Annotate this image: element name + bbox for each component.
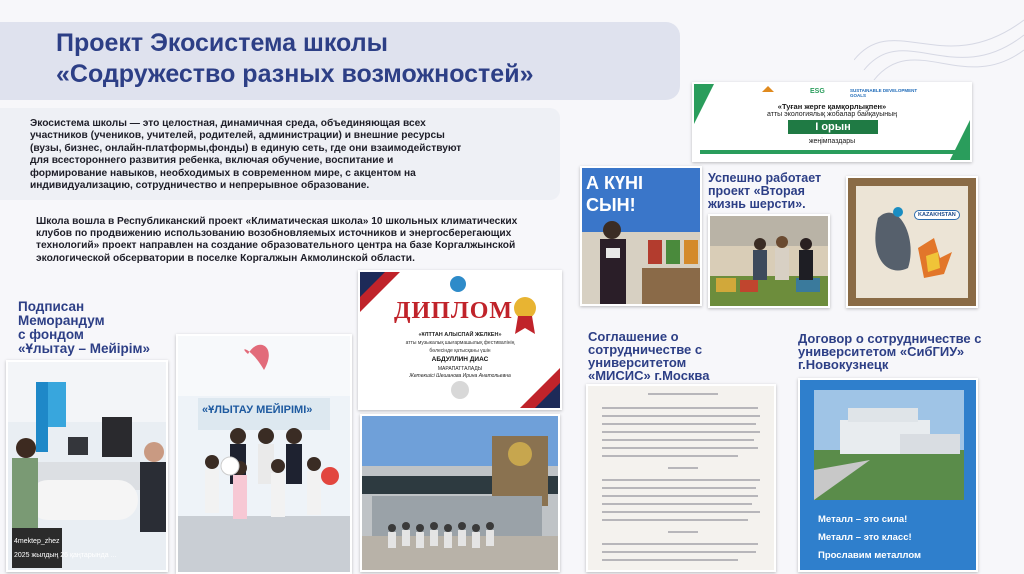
diploma-festival: атты музыкалық шығармашылық фестивалінің <box>405 340 515 346</box>
intro-line: Экосистема школы — это целостная, динамичная среда, объединяющая всех <box>30 118 426 129</box>
photo-date: 2025 жылдың 26 қаңтарында ... <box>14 552 117 559</box>
misis-line: сотрудничестве с <box>588 342 703 357</box>
ulytau-event-photo <box>176 334 352 574</box>
wool-project-heading <box>708 172 821 211</box>
misis-heading <box>588 330 709 382</box>
climate-line: технологий» проект направлен на создание образовательного центра на базе Коргалжынской <box>36 240 516 252</box>
sibgiu-heading <box>798 332 982 371</box>
eco-stand-photo <box>580 166 702 306</box>
felt-artwork-photo <box>846 176 978 308</box>
sibgiu-line: Договор о сотрудничестве с <box>798 331 982 346</box>
intro-line: (вузы, бизнес, онлайн-платформы,фонды) в единую сеть, где они взаимодействуют <box>30 142 462 154</box>
sibgiu-line: университетом «СибГИУ» <box>798 344 965 359</box>
climate-line: экологической обсерватории в поселке Коргалжын Акмолинской области. <box>36 252 415 264</box>
observatory-group-photo <box>360 414 560 572</box>
climate-line: Школа вошла в Республиканский проект «Климатическая школа» 10 школьных климатических <box>36 216 518 227</box>
misis-line: «МИСИС» г.Москва <box>588 368 710 383</box>
memorandum-line: с фондом <box>18 327 84 342</box>
intro-line: участников (учеников, учителей, родителей, администрации) и внешние ресурсы <box>30 130 445 142</box>
memorandum-line: «Ұлытау – Мейірім» <box>18 341 151 356</box>
intro-paragraph <box>30 118 461 192</box>
memorandum-signing-photo <box>6 360 168 572</box>
certificate-line-2: атты экологиялық жобалар байқауының <box>767 111 897 118</box>
instagram-handle: 4mektep_zhez <box>14 538 60 545</box>
climate-paragraph <box>36 216 517 265</box>
diploma-heading: ДИПЛОМ <box>394 298 514 324</box>
misis-agreement-document <box>586 384 776 572</box>
ulytau-banner-text: «ҰЛЫТАУ МЕЙІРІМІ» <box>202 404 313 416</box>
climate-line: клубов по продвижению использованию возобновляемых источников и энергосберегающих <box>36 228 512 240</box>
diploma-teacher: Жетекшісі Шешанова Ирина Анатольевна <box>409 373 511 379</box>
wool-line: Успешно работает <box>708 171 822 185</box>
diploma-image <box>358 270 562 410</box>
steel-slogan-2: Металл – это класс! <box>818 532 912 543</box>
esg-logo: ESG <box>810 88 825 95</box>
steel-slogan-1: Металл – это сила! <box>818 514 908 525</box>
memorandum-line: Подписан <box>18 299 85 314</box>
eco-competition-certificate <box>692 82 972 162</box>
intro-line: для всестороннего развития ребенка, включая обучение, воспитание и <box>30 155 394 167</box>
certificate-line-1: «Туған жерге қамқорлықпен» <box>777 102 887 111</box>
title-line-1: Проект Экосистема школы <box>56 29 388 57</box>
certificate-place: I орын <box>788 120 878 134</box>
wool-line: жизнь шерсти». <box>708 197 806 211</box>
diploma-award: МАРАПАТТАЛАДЫ <box>437 366 483 372</box>
title-line-2: «Содружество разных возможностей» <box>56 60 534 88</box>
misis-line: Соглашение о <box>588 329 679 344</box>
sibgiu-line: г.Новокузнецк <box>798 357 889 372</box>
steel-slogan-3: Прославим металлом <box>818 550 922 561</box>
wool-line: проект «Вторая <box>708 184 805 198</box>
misis-line: университетом <box>588 355 687 370</box>
intro-line: индивидуализацию, сотрудничество и непрерывное образование. <box>30 180 370 192</box>
stand-banner-text: А КҮНІ СЫН! <box>586 173 643 215</box>
sdg-logo: SUSTAINABLE DEVELOPMENT GOALS <box>850 88 918 98</box>
intro-line: формирование навыков, необходимых в современном мире, с акцентом на <box>30 167 416 179</box>
decorative-swirl <box>854 0 1024 90</box>
wool-fair-photo <box>708 214 830 308</box>
diploma-org: «ҰЛТТАН АЛЫСПАЙ ЖЕЛКЕН» <box>418 332 502 338</box>
diploma-nomination: бөлесінде қатысқаны үшін <box>429 348 491 354</box>
diploma-name: АБДУЛЛИН ДИАС <box>431 356 489 363</box>
page-title <box>56 28 533 90</box>
kazakhstan-tag: KAZAKHSTAN <box>914 210 960 220</box>
memorandum-heading <box>18 300 150 356</box>
memorandum-line: Меморандум <box>18 313 105 328</box>
certificate-line-3: жеңімпаздары <box>808 138 856 145</box>
sibgiu-campus-photo <box>798 378 978 572</box>
